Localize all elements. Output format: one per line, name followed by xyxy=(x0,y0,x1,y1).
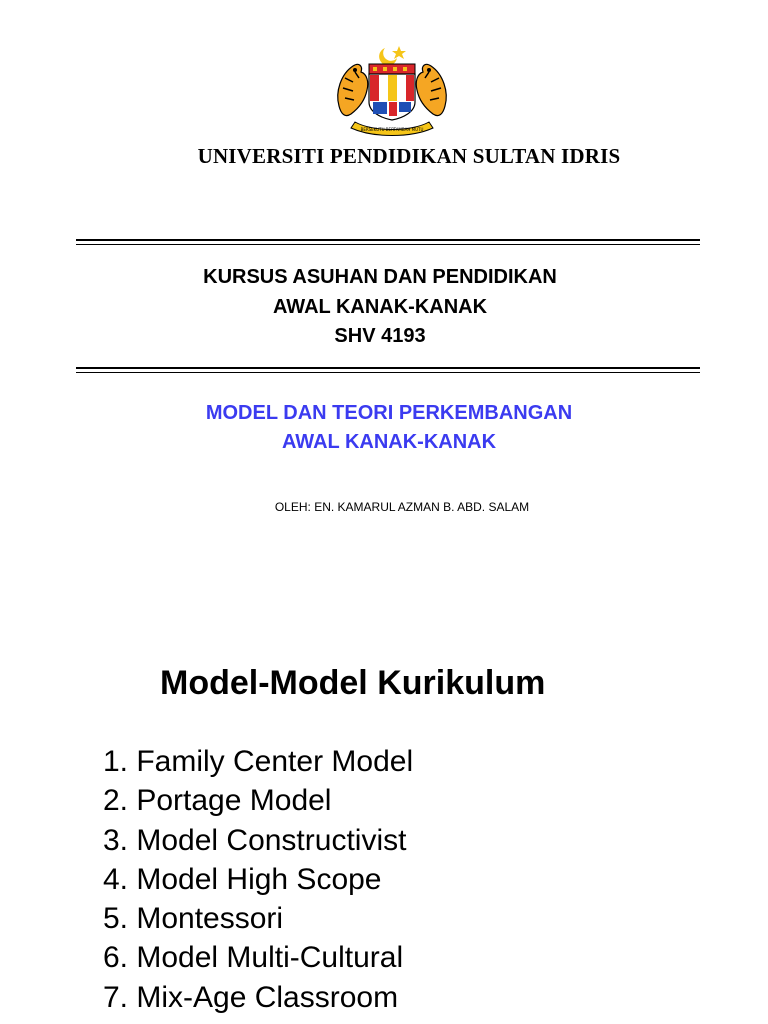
section-heading: Model-Model Kurikulum xyxy=(160,664,546,702)
course-code: SHV 4193 xyxy=(334,325,426,347)
topic-title-line-2: AWAL KANAK-KANAK xyxy=(281,431,497,453)
curriculum-model-list xyxy=(103,742,413,1017)
svg-text:BERSEKUTU BERTAMBAH MUTU: BERSEKUTU BERTAMBAH MUTU xyxy=(360,127,424,132)
topic-title-line-1: MODEL DAN TEORI PERKEMBANGAN xyxy=(205,402,573,424)
course-title-line-2: AWAL KANAK-KANAK xyxy=(272,296,488,318)
university-name: UNIVERSITI PENDIDIKAN SULTAN IDRIS xyxy=(197,144,621,168)
list-item: 5. Montessori xyxy=(103,902,284,936)
list-item: 6. Model Multi-Cultural xyxy=(103,941,404,975)
course-title-line-1: KURSUS ASUHAN DAN PENDIDIKAN xyxy=(203,266,557,288)
list-item: 2. Portage Model xyxy=(103,784,332,818)
coat-of-arms-logo xyxy=(333,44,451,136)
list-item: 3. Model Constructivist xyxy=(103,823,407,857)
list-item: 7. Mix-Age Classroom xyxy=(103,980,399,1014)
coat-of-arms-icon xyxy=(333,44,451,136)
list-item: 4. Model High Scope xyxy=(103,862,382,896)
author-credit: OLEH: EN. KAMARUL AZMAN B. ABD. SALAM xyxy=(274,500,530,514)
list-item: 1. Family Center Model xyxy=(103,745,414,778)
